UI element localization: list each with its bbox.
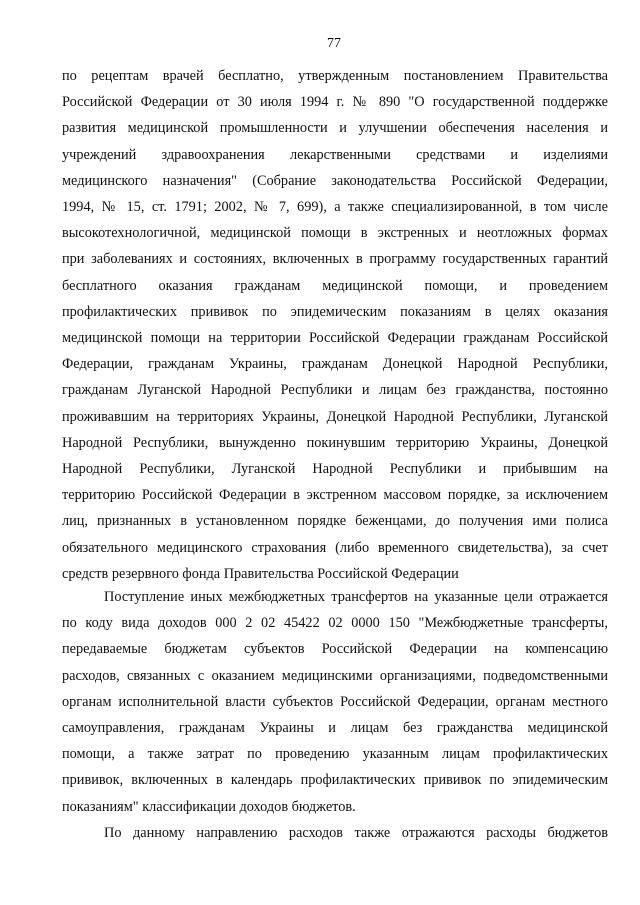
- text-line: учреждений здравоохранения лекарственными средствами и изделиями: [62, 146, 608, 163]
- text-line: при заболеваниях и состояниях, включенных в программу государственных гарантий: [62, 251, 608, 268]
- text-line: территорию Российской Федерации в экстренном массовом порядке, за исключением: [62, 487, 608, 504]
- text-line: обязательного медицинского страхования (либо временного свидетельства), за счет: [62, 539, 608, 556]
- text-line: развития медицинской промышленности и улучшении обеспечения населения и: [62, 120, 608, 137]
- text-line: расходов, связанных с оказанием медицинскими организациями, подведомственными: [62, 667, 608, 684]
- text-line: Поступление иных межбюджетных трансфертов на указанные цели отражается: [104, 589, 608, 605]
- text-line: медицинской помощи на территории Российской Федерации гражданам Российской: [62, 330, 608, 347]
- text-line: медицинского назначения" (Собрание законодательства Российской Федерации,: [62, 172, 608, 189]
- text-line: органам исполнительной власти субъектов Российской Федерации, органам местного: [62, 693, 608, 710]
- text-line: передаваемые бюджетам субъектов Российской Федерации на компенсацию: [62, 641, 608, 658]
- text-line: средств резервного фонда Правительства Российской Федерации: [62, 565, 459, 582]
- text-line: лиц, признанных в установленном порядке беженцами, до получения ими полиса: [62, 513, 608, 530]
- paragraph-3: [62, 820, 608, 846]
- text-line: Народной Республики, вынужденно покинувшим территорию Украины, Донецкой: [62, 434, 608, 451]
- text-line: профилактических прививок по эпидемическим показаниям в целях оказания: [62, 303, 608, 320]
- text-line: 1994, № 15, ст. 1791; 2002, № 7, 699), а также специализированной, в том числе: [62, 199, 608, 216]
- paragraph-1: [62, 63, 608, 587]
- text-line: высокотехнологичной, медицинской помощи в экстренных и неотложных формах: [62, 225, 608, 242]
- text-line: помощи, а также затрат по проведению указанным лицам профилактических: [62, 746, 608, 763]
- text-line: проживавшим на территориях Украины, Донецкой Народной Республики, Луганской: [62, 408, 608, 425]
- text-line: Федерации, гражданам Украины, гражданам Донецкой Народной Республики,: [62, 356, 608, 373]
- page-number: 77: [327, 36, 341, 51]
- text-line: показаниям" классификации доходов бюджетов.: [62, 798, 356, 815]
- text-line: по рецептам врачей бесплатно, утвержденным постановлением Правительства: [62, 68, 608, 84]
- text-line: прививок, включенных в календарь профилактических прививок по эпидемическим: [62, 772, 608, 789]
- text-line: Российской Федерации от 30 июля 1994 г. № 890 "О государственной поддержке: [62, 94, 608, 111]
- text-line: самоуправления, гражданам Украины и лицам без гражданства медицинской: [62, 720, 608, 737]
- text-line: по коду вида доходов 000 2 02 45422 02 0000 150 "Межбюджетные трансферты,: [62, 615, 608, 632]
- text-line: Народной Республики, Луганской Народной Республики и прибывшим на: [62, 461, 608, 478]
- text-line: По данному направлению расходов также отражаются расходы бюджетов: [104, 825, 608, 841]
- paragraph-2: [62, 584, 608, 820]
- text-line: бесплатного оказания гражданам медицинской помощи, и проведением: [62, 277, 608, 294]
- text-line: гражданам Луганской Народной Республики и лицам без гражданства, постоянно: [62, 382, 608, 399]
